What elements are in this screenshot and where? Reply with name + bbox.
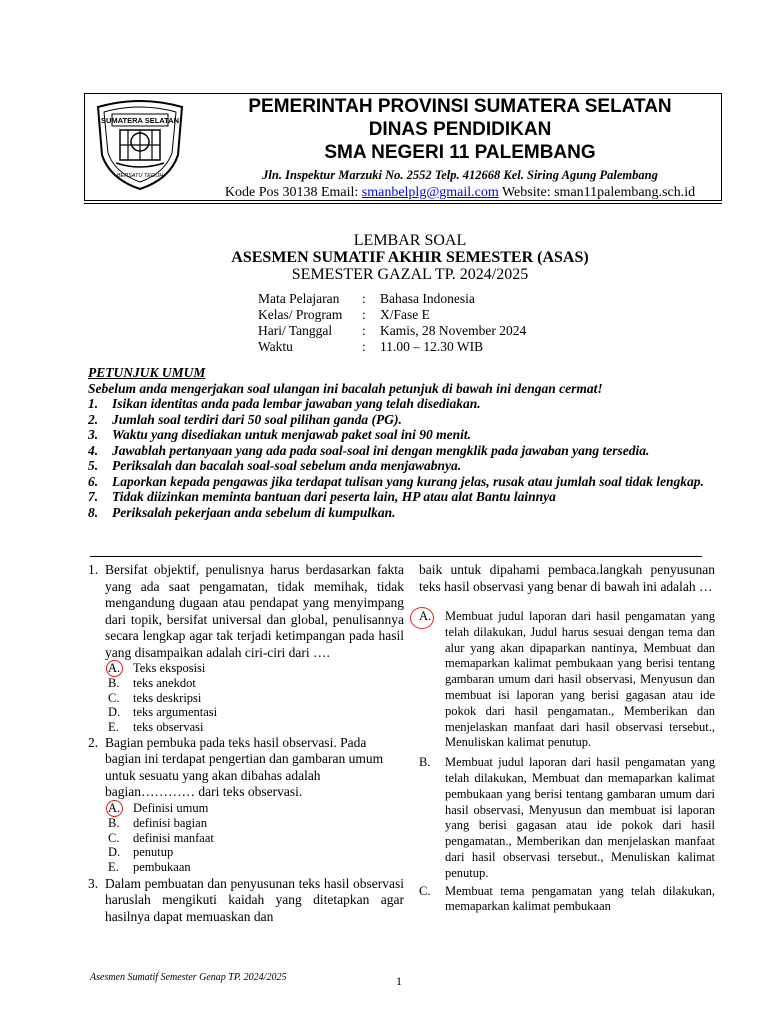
- info-sep: :: [362, 307, 366, 322]
- instruction-text: Isikan identitas anda pada lembar jawaban yang telah disediakan.: [112, 396, 481, 411]
- option-d[interactable]: [88, 705, 404, 720]
- general-instructions: [88, 365, 718, 520]
- option-text: teks observasi: [133, 720, 204, 735]
- instruction-text: Laporkan kepada pengawas jika terdapat tulisan yang kurang jelas, rusak atau jumlah soal tidak lengkap.: [112, 473, 704, 489]
- letterhead-text: [200, 95, 720, 201]
- logo-label: SUMATERA SELATAN: [100, 116, 180, 125]
- option-a[interactable]: [88, 801, 404, 816]
- option-text: Membuat judul laporan dari hasil pengamatan yang telah dilakukan, Judul harus sesuai dengan tema dan alur yang akan dipaparkan nantinya, Membuat dan memaparkan kalimat pembukaan yang berisi tentang gambaran umum dari hasil observasi, Menyusun dan membuat isi laporan yang berisi gagasan atau ide pokok dari hasil pengamatan., Memberikan dan menjelaskan manfaat dari hasil observasi tersebut., Menuliskan kalimat penutup.: [445, 609, 715, 750]
- option-b[interactable]: [419, 755, 715, 881]
- info-value: X/Fase E: [380, 307, 430, 322]
- info-label: Mata Pelajaran: [258, 291, 340, 306]
- instruction-number: 8.: [88, 504, 99, 520]
- option-text: definisi manfaat: [133, 830, 214, 845]
- option-text: teks anekdot: [133, 675, 196, 690]
- website-text: Website: sman11palembang.sch.id: [498, 185, 696, 200]
- contact-prefix: Kode Pos 30138 Email:: [224, 185, 362, 200]
- answer-circle-mark: [106, 800, 123, 817]
- option-text: Teks eksposisi: [133, 661, 206, 675]
- instruction-item: [88, 505, 718, 521]
- email-link[interactable]: smanbelplg@gmail.com: [361, 185, 499, 200]
- option-text: pembukaan: [133, 860, 191, 875]
- page-footer: Asesmen Sumatif Semester Genap TP. 2024/2025: [90, 972, 287, 983]
- option-text: penutup: [133, 845, 174, 860]
- question-text: Bersifat objektif, penulisnya harus berdasarkan fakta yang ada saat pengamatan, tidak memihak, tidak mengandung dugaan atau pendapat yang menyimpang dari topik, bersifat universal dan global, penulisannya secara lengkap agar tak terjadi ketimpangan pada hasil yang disampaikan adalah ciri-ciri dari ….: [105, 562, 404, 660]
- option-d[interactable]: [88, 845, 404, 860]
- instruction-text: Periksalah dan bacalah soal-soal sebelum anda menjawabnya.: [112, 458, 462, 473]
- school-address: Jln. Inspektur Marzuki No. 2552 Telp. 412668 Kel. Siring Agung Palembang: [262, 168, 658, 182]
- option-letter: B.: [108, 675, 120, 690]
- option-b[interactable]: [88, 816, 404, 831]
- option-text: Membuat tema pengamatan yang telah dilakukan, memaparkan kalimat pembukaan: [445, 883, 715, 914]
- instruction-text: Periksalah pekerjaan anda sebelum di kumpulkan.: [112, 504, 396, 520]
- instruction-item: [88, 474, 718, 490]
- option-text: teks deskripsi: [133, 690, 202, 705]
- instruction-number: 2.: [88, 411, 99, 427]
- letterhead-rule: [84, 203, 722, 204]
- info-value: 11.00 – 12.30 WIB: [380, 339, 484, 354]
- info-label: Hari/ Tanggal: [258, 323, 333, 338]
- info-value: Kamis, 28 November 2024: [380, 323, 527, 338]
- sheet-title: LEMBAR SOAL: [353, 232, 467, 249]
- option-b[interactable]: [88, 676, 404, 691]
- logo-motto: BERSATU TEGUH: [116, 173, 164, 179]
- info-value: Bahasa Indonesia: [380, 291, 475, 306]
- option-letter: A.: [419, 609, 432, 623]
- option-letter: E.: [108, 720, 119, 735]
- option-c[interactable]: [88, 831, 404, 846]
- question-number: 2.: [88, 734, 99, 750]
- instruction-item: [88, 412, 718, 428]
- question-3: [88, 876, 404, 926]
- instruction-number: 1.: [88, 396, 99, 411]
- instruction-item: [88, 443, 718, 459]
- info-row-subject: [258, 291, 526, 307]
- instruction-text: Jawablah pertanyaan yang ada pada soal-soal ini dengan mengklik pada jawaban yang tersedia.: [112, 442, 650, 458]
- info-sep: :: [362, 323, 366, 338]
- section-divider: [90, 556, 702, 557]
- option-letter: C.: [419, 883, 431, 898]
- info-label: Kelas/ Program: [258, 307, 343, 322]
- instruction-number: 4.: [88, 442, 99, 458]
- option-letter: C.: [108, 830, 120, 845]
- option-text: definisi bagian: [133, 815, 207, 830]
- info-sep: :: [362, 339, 366, 354]
- exam-title: ASESMEN SUMATIF AKHIR SEMESTER (ASAS): [231, 249, 589, 266]
- info-sep: :: [362, 291, 366, 306]
- instructions-heading: PETUNJUK UMUM: [88, 365, 206, 380]
- government-name: PEMERINTAH PROVINSI SUMATERA SELATAN: [248, 96, 672, 117]
- instruction-item: [88, 427, 718, 443]
- instruction-text: Jumlah soal terdiri dari 50 soal pilihan ganda (PG).: [112, 411, 402, 427]
- province-logo: [90, 97, 190, 193]
- answer-circle-mark: [106, 660, 123, 677]
- answer-circle-mark: [410, 607, 434, 629]
- semester-title: SEMESTER GAZAL TP. 2024/2025: [291, 266, 529, 283]
- instruction-text: Tidak diizinkan meminta bantuan dari peserta lain, HP atau alat Bantu lainnya: [112, 489, 556, 504]
- option-letter: A.: [108, 800, 121, 815]
- instruction-number: 7.: [88, 489, 99, 504]
- question-number: 1.: [88, 562, 99, 577]
- option-e[interactable]: [88, 720, 404, 735]
- option-letter: A.: [108, 661, 121, 675]
- instruction-item: [88, 458, 718, 474]
- option-e[interactable]: [88, 860, 404, 875]
- option-a[interactable]: [419, 609, 715, 751]
- question-1: [88, 562, 404, 661]
- info-row-time: [258, 339, 526, 355]
- info-row-date: [258, 323, 526, 339]
- instruction-number: 3.: [88, 427, 99, 442]
- option-letter: D.: [108, 845, 121, 860]
- instructions-intro: Sebelum anda mengerjakan soal ulangan ini bacalah petunjuk di bawah ini dengan cermat!: [88, 380, 603, 396]
- option-letter: E.: [108, 860, 119, 875]
- school-contact: [200, 184, 720, 201]
- page-number: 1: [396, 974, 402, 988]
- option-letter: D.: [108, 705, 121, 720]
- instruction-item: [88, 396, 718, 412]
- option-letter: C.: [108, 690, 120, 705]
- question-2: [88, 735, 404, 801]
- option-c[interactable]: [419, 884, 715, 916]
- option-text: Membuat judul laporan dari hasil pengamatan yang telah dilakukan, Membuat dan memaparkan kalimat pembukaan yang berisi tentang gambaran umum dari hasil observasi, Menyusun dan membuat isi laporan yang berisi gagasan atau ide pokok dari hasil pengamatan., Memberikan dan menjelaskan manfaat dari hasil observasi tersebut., Menuliskan kalimat penutup.: [445, 755, 715, 880]
- question-number: 3.: [88, 875, 99, 891]
- info-label: Waktu: [258, 339, 293, 354]
- option-text: Definisi umum: [133, 800, 209, 815]
- school-name: SMA NEGERI 11 PALEMBANG: [324, 142, 596, 163]
- option-c[interactable]: [88, 691, 404, 706]
- left-column: [88, 562, 404, 925]
- agency-name: DINAS PENDIDIKAN: [368, 119, 552, 140]
- option-letter: B.: [419, 755, 431, 770]
- right-column: [419, 562, 715, 915]
- instruction-text: Waktu yang disediakan untuk menjawab paket soal ini 90 menit.: [112, 427, 472, 442]
- info-row-class: [258, 307, 526, 323]
- option-letter: B.: [108, 815, 120, 830]
- question-text: Dalam pembuatan dan penyusunan teks hasil observasi haruslah mengikuti kaidah yang ditetapkan agar hasilnya dapat memuaskan dan: [105, 875, 404, 924]
- question-text: Bagian pembuka pada teks hasil observasi. Pada bagian ini terdapat pengertian dan gambaran umum untuk sesuatu yang akan dibahas adalah bagian………… dari teks observasi.: [105, 734, 384, 800]
- instruction-item: [88, 489, 718, 505]
- exam-info: [258, 291, 526, 355]
- option-a[interactable]: [88, 661, 404, 676]
- instruction-number: 5.: [88, 458, 99, 473]
- question-3-continuation: baik untuk dipahami pembaca.langkah penyusunan teks hasil observasi yang benar di bawah ini adalah …: [419, 562, 715, 594]
- instruction-number: 6.: [88, 473, 99, 489]
- option-text: teks argumentasi: [133, 705, 218, 720]
